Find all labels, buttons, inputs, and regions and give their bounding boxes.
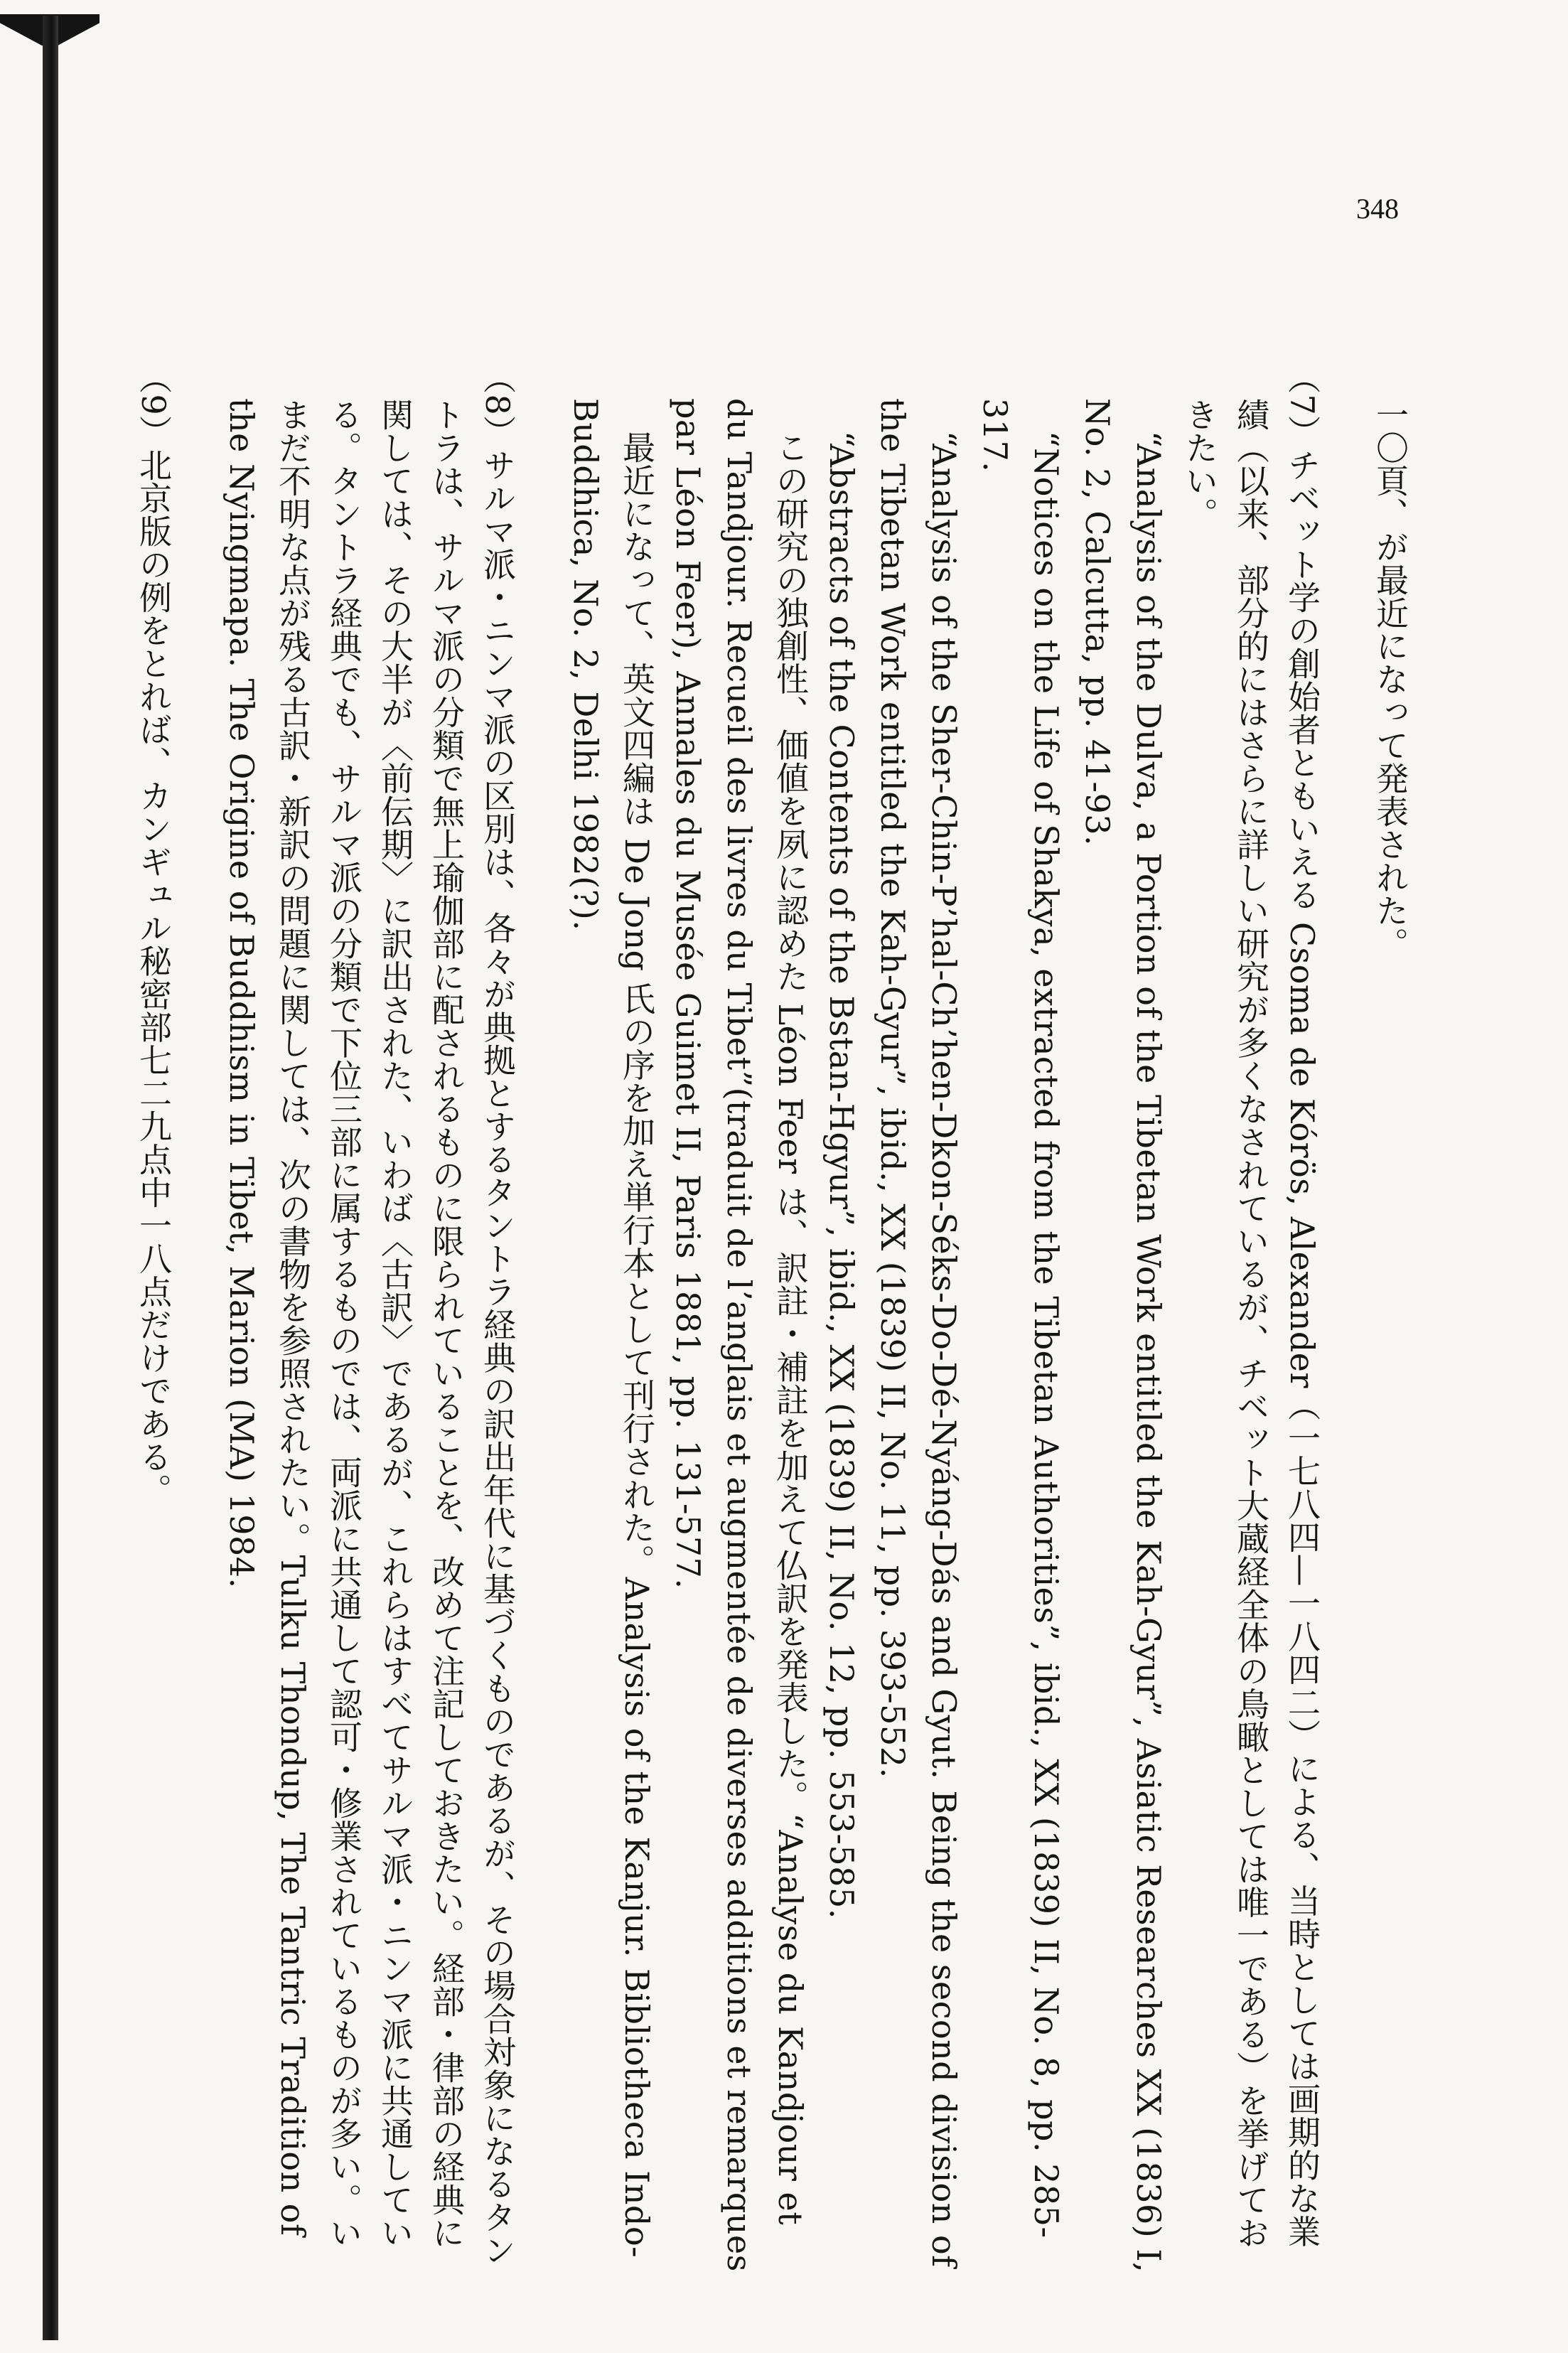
- binding-edge: [43, 16, 58, 2340]
- note-7-dejong-text: 最近になって、英文四編は De Jong 氏の序を加え単行本として刊行された。Analysis of the Kanjur. Bibliotheca Indo-Buddhica, No. 2, Delhi 1982(?).: [566, 398, 656, 2258]
- note-7-ref-2-text: “Notices on the Life of Shakya, extracted from the Tibetan Authorities”, ibid., XX (1839) II, No. 8, pp. 285-317.: [976, 398, 1065, 2239]
- note-7-feer: [662, 398, 816, 2275]
- note-8: [216, 361, 560, 2275]
- body-text: [134, 361, 1416, 2275]
- note-9: [128, 361, 216, 2275]
- note-7-marker: （7）: [1283, 361, 1321, 449]
- vertical-text-column: [134, 361, 1416, 2275]
- note-7-ref-1: [1072, 398, 1174, 2275]
- note-7-ref-3: [867, 398, 970, 2275]
- note-7-text: チベット学の創始者ともいえる Csoma de Kórös, Alexander（一七八四—一八四二）による、当時としては画期的な業績（以来、部分的にはさらに詳しい研究が多くなされているが、チベット大蔵経全体の鳥瞰としては唯一である）を挙げておきたい。: [1181, 398, 1321, 2249]
- note-9-text: 北京版の例をとれば、カンギュル秘密部七二九点中一八点だけである。: [134, 448, 173, 1506]
- note-8-text: サルマ派・ニンマ派の区別は、各々が典拠とするタントラ経典の訳出年代に基づくものであるが、その場合対象になるタントラは、サルマ派の分類で無上瑜伽部に配されるものに限られていることを、改めて注記しておきたい。経部・律部の経典に関しては、その大半が〈前伝期〉に訳出された、いわば〈古訳〉であるが、これらはすべてサルマ派・ニンマ派に共通している。タントラ経典でも、サルマ派の分類で下位三部に属するものでは、両派に共通して認可・修業されているものが多い。いまだ不明な点が残る古訳・新訳の問題に関しては、次の書物を参照されたい。Tulku Thondup, The Tantric Tradition of the Nyingmapa. The Origine of Buddhism in Tibet, Marion (MA) 1984.: [222, 398, 517, 2267]
- note-6-continuation: [1365, 398, 1416, 2275]
- note-7-ref-4: [816, 398, 867, 2275]
- note-9-marker: （9）: [134, 361, 173, 449]
- note-7-dejong: [560, 398, 662, 2275]
- note-7-ref-4-text: “Abstracts of the Contents of the Bstan-Hgyur”, ibid., XX (1839) II, No. 12, pp. 553-585.: [822, 431, 861, 1919]
- note-7: [1174, 361, 1365, 2275]
- note-8-marker: （8）: [478, 361, 517, 449]
- note-7-feer-text: この研究の独創性、価値を夙に認めた Léon Feer は、訳註・補註を加えて仏訳を発表した。“Analyse du Kandjour et du Tandjour. Recueil des livres du Tibet”(traduit de l’anglais et augmentée de diverses additions et remarques par Léon Feer), Annales du Musée Guimet II, Paris 1881, pp. 131-577.: [669, 398, 810, 2272]
- note-7-ref-1-text: “Analysis of the Dulva, a Portion of the Tibetan Work entitled the Kah-Gyur”, Asiatic Researches XX (1836) I, No. 2, Calcutta, pp. 41-93.: [1078, 398, 1168, 2273]
- note-6-continuation-text: 一〇頁、が最近になって発表された。: [1371, 398, 1409, 960]
- note-7-ref-2: [970, 398, 1072, 2275]
- note-7-ref-3-text: “Analysis of the Sher-Chin-P’hal-Ch’hen-Dkon-Séks-Do-Dé-Nyáng-Dás and Gyut. Being the second division of the Tibetan Work entitled the Kah-Gyur”, ibid., XX (1839) II, No. 11, pp. 393-552.: [874, 398, 963, 2268]
- page-number: 348: [1356, 193, 1399, 225]
